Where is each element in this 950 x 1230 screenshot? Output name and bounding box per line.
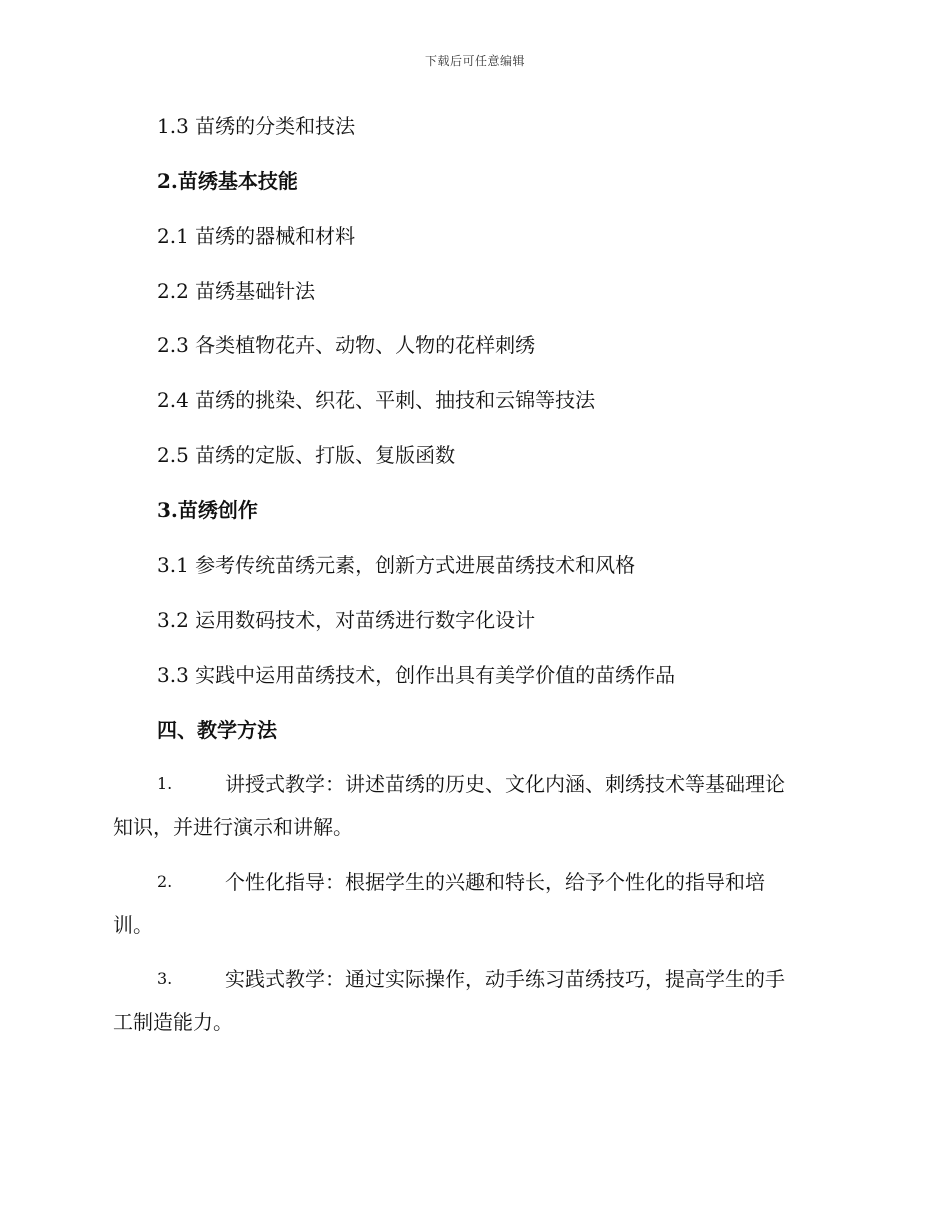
section-line-1-3: 1.3 苗绣的分类和技法 (157, 114, 356, 138)
method-number: 1. (157, 774, 173, 793)
section-heading-4: 四、教学方法 (157, 718, 277, 742)
section-line-3-1: 3.1 参考传统苗绣元素，创新方式进展苗绣技术和风格 (157, 553, 636, 577)
method-text-line2: 训。 (113, 913, 153, 937)
section-line-2-5: 2.5 苗绣的定版、打版、复版函数 (157, 443, 456, 467)
method-text-line2: 工制造能力。 (113, 1010, 233, 1034)
method-item-1 (113, 770, 835, 841)
method-item-2 (113, 868, 835, 939)
method-text-line1: 实践式教学：通过实际操作，动手练习苗绣技巧，提高学生的手 (225, 967, 785, 991)
method-text-line1: 讲授式教学：讲述苗绣的历史、文化内涵、刺绣技术等基础理论 (225, 772, 785, 796)
section-heading-2: 2.苗绣基本技能 (157, 169, 298, 193)
method-text-line1: 个性化指导：根据学生的兴趣和特长，给予个性化的指导和培 (225, 870, 765, 894)
method-item-3 (113, 965, 835, 1036)
method-text-line2: 知识，并进行演示和讲解。 (113, 815, 353, 839)
section-line-3-2: 3.2 运用数码技术，对苗绣进行数字化设计 (157, 608, 536, 632)
section-line-3-3: 3.3 实践中运用苗绣技术，创作出具有美学价值的苗绣作品 (157, 663, 676, 687)
section-line-2-3: 2.3 各类植物花卉、动物、人物的花样刺绣 (157, 333, 536, 357)
page-header: 下载后可任意编辑 (424, 54, 525, 68)
section-line-2-2: 2.2 苗绣基础针法 (157, 279, 316, 303)
section-line-2-4: 2.4 苗绣的挑染、织花、平刺、抽技和云锦等技法 (157, 388, 596, 412)
method-number: 2. (157, 872, 173, 891)
section-line-2-1: 2.1 苗绣的器械和材料 (157, 224, 356, 248)
section-heading-3: 3.苗绣创作 (157, 498, 258, 522)
method-number: 3. (157, 969, 173, 988)
